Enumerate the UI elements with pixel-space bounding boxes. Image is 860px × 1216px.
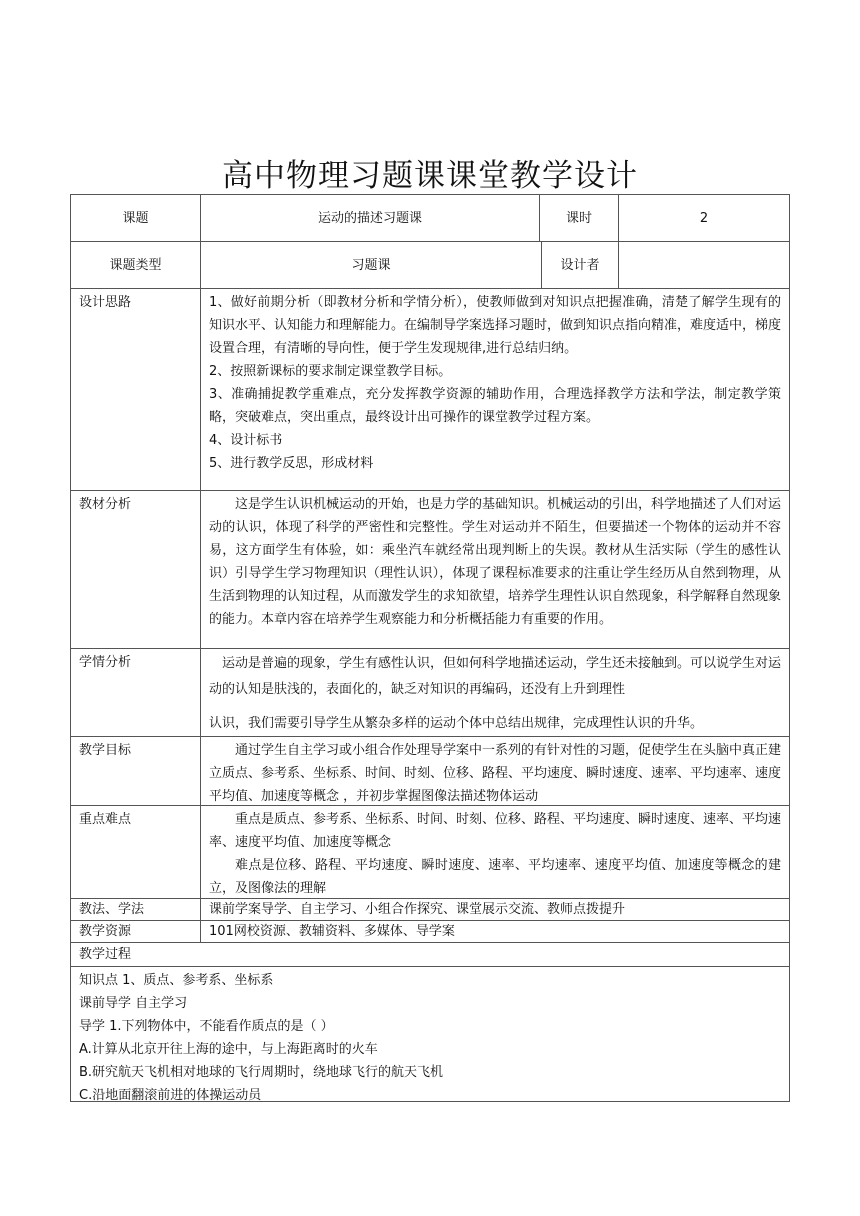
type-value: 习题课 (351, 257, 391, 273)
textbook-text: 这是学生认识机械运动的开始，也是力学的基础知识。机械运动的引出，科学地描述了人们对运动的认识，体现了科学的严密性和完整性。学生对运动并不陌生，但要描述一个物体的运动并不容易，这方面学生有体验，如：乘坐汽车就经常出现判断上的失误。教材从生活实际（学生的感性认识）引导学生学习物理知识（理性认识），体现了课程标准要求的注重让学生经历从自然到物理，从生活到物理的认知过程，从而激发学生的求知欲望，培养学生理性认识自然现象，科学解释自然现象的能力。本章内容在培养学生观察能力和分析概括能力有重要的作用。 (209, 497, 782, 627)
table-row-methods (71, 898, 789, 920)
key-content (201, 806, 789, 898)
option-b: B.研究航天飞机相对地球的飞行周期时，绕地球飞行的航天飞机 (79, 1065, 444, 1080)
period-value: 2 (699, 210, 709, 226)
goals-content (201, 737, 789, 805)
students-text-1: 运动是普遍的现象，学生有感性认识，但如何科学地描述运动，学生还未接触到。可以说学生对运动的认知是肤浅的，表面化的，缺乏对知识的再编码，还没有上升到理性 (209, 656, 782, 697)
design-item: 3、准确捕捉教学重难点，充分发挥教学资源的辅助作用，合理选择教学方法和学法，制定教学策略，突破难点，突出重点，最终设计出可操作的课堂教学过程方案。 (209, 387, 781, 425)
students-content (201, 649, 789, 736)
designer-label: 设计者 (541, 242, 619, 288)
process-label: 教学过程 (79, 947, 132, 962)
key-text-2: 难点是位移、路程、平均速度、瞬时速度、速率、平均速率、速度平均值、加速度等概念的建立，及图像法的理解 (209, 858, 781, 896)
lesson-plan-table (70, 194, 790, 1102)
key-text-1: 重点是质点、参考系、坐标系、时间、时刻、位移、路程、平均速度、瞬时速度、速率、平均速率、速度平均值、加速度等概念 (209, 812, 782, 850)
pre-class-guide: 课前导学 自主学习 (79, 996, 188, 1011)
design-content (201, 289, 789, 490)
option-a: A.计算从北京开往上海的途中，与上海距离时的火车 (79, 1042, 378, 1057)
resources-text: 101网校资源、教辅资料、多媒体、导学案 (209, 924, 455, 939)
topic-label: 课题 (71, 195, 201, 241)
table-row-goals (71, 736, 789, 805)
table-row-type (71, 241, 789, 288)
design-item: 4、设计标书 (209, 433, 283, 448)
design-item: 1、做好前期分析（即教材分析和学情分析），使教师做到对知识点把握准确，清楚了解学生现有的知识水平、认知能力和理解能力。在编制导学案选择习题时，做到知识点指向精准，难度适中，梯度设置合理，有清晰的导向性，便于学生发现规律,进行总结归纳。 (209, 295, 782, 356)
goals-text: 通过学生自主学习或小组合作处理导学案中一系列的有针对性的习题，促使学生在头脑中真正建立质点、参考系、坐标系、时间、时刻、位移、路程、平均速度、瞬时速度、速率、平均速率、速度平均值、加速度等概念 ，并初步掌握图像法描述物体运动 (209, 743, 782, 804)
design-label: 设计思路 (71, 289, 201, 490)
table-row-textbook (71, 490, 789, 648)
type-label: 课题类型 (71, 242, 201, 288)
question-1: 导学 1.下列物体中，不能看作质点的是（ ） (79, 1019, 334, 1034)
page-title: 高中物理习题课课堂教学设计 (222, 158, 638, 194)
table-row-design (71, 288, 789, 490)
table-row-process (71, 966, 789, 1101)
key-label: 重点难点 (71, 806, 201, 898)
option-c: C.沿地面翻滚前进的体操运动员 (79, 1088, 262, 1103)
textbook-label: 教材分析 (71, 491, 201, 648)
table-row-key (71, 805, 789, 898)
table-row-process-header (71, 942, 789, 966)
students-label: 学情分析 (71, 649, 201, 736)
methods-text: 课前学案导学、自主学习、小组合作探究、课堂展示交流、教师点拨提升 (209, 902, 626, 917)
knowledge-point: 知识点 1、质点、参考系、坐标系 (79, 973, 274, 988)
resources-label: 教学资源 (71, 921, 201, 942)
designer-value (619, 242, 789, 288)
table-row-students (71, 648, 789, 736)
design-item: 5、进行教学反思，形成材料 (209, 456, 374, 471)
table-row-topic (71, 195, 789, 241)
process-content (71, 967, 789, 1101)
goals-label: 教学目标 (71, 737, 201, 805)
topic-value: 运动的描述习题课 (317, 210, 422, 226)
design-item: 2、按照新课标的要求制定课堂教学目标。 (209, 364, 452, 379)
textbook-content (201, 491, 789, 648)
period-label: 课时 (539, 195, 619, 241)
students-text-2: 认识，我们需要引导学生从繁杂多样的运动个体中总结出规律，完成理性认识的升华。 (209, 716, 704, 731)
table-row-resources (71, 920, 789, 942)
methods-label: 教法、学法 (71, 899, 201, 920)
